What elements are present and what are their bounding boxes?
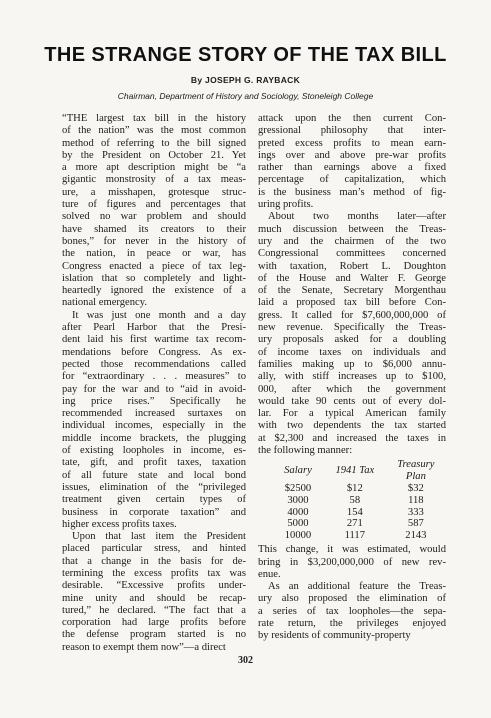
text-line: It was just one month and a day: [72, 309, 246, 321]
tax-table-cell: 2143: [405, 529, 427, 541]
treasury-header-line1: Treasury: [397, 459, 435, 471]
text-line: of the Senate, Secretary Morgenthau: [258, 285, 446, 297]
text-line: pay for the war and to “aid in avoid-: [62, 383, 246, 395]
text-line: that a change in the basis for de-: [62, 555, 246, 567]
text-line: ing price rises.” Specifically he: [62, 395, 246, 407]
text-line: have shamed its creators to their: [62, 223, 246, 235]
text-line: gress. It called for $7,600,000,000 of: [258, 309, 446, 321]
tax-table-header-treasury: [386, 459, 446, 483]
text-line: much discussion between the Treas-: [258, 223, 446, 235]
text-line: higher excess profits taxes.: [62, 518, 177, 530]
text-line: uring profits.: [258, 199, 314, 211]
tax-comparison-table: [272, 459, 446, 541]
text-line: mendations before Congress. As ex-: [62, 346, 246, 358]
tax-table-header-1941: 1941 Tax: [335, 465, 375, 477]
text-line: the nation, in peace or war, has: [62, 248, 246, 260]
text-line: placed particular stress, and hinted: [62, 543, 246, 555]
text-line: ally, with stiff increases up to $100,: [258, 371, 446, 383]
text-line: tate, gift, and profit taxes, taxation: [62, 457, 246, 469]
tax-table-cell: 1117: [344, 529, 366, 541]
text-line: would take 90 cents out of every dol-: [258, 395, 446, 407]
text-line: ure, a misshapen, grotesque struc-: [62, 186, 246, 198]
text-line: treatment given certain types of: [62, 494, 246, 506]
text-line: national emergency.: [62, 297, 148, 309]
tax-table-row: [272, 483, 446, 495]
text-line: termining the excess profits tax was: [62, 567, 246, 579]
text-line: preted excess profits to mean earn-: [258, 137, 446, 149]
tax-table-cell: 10000: [284, 529, 312, 541]
text-line: Upon that last item the President: [72, 531, 246, 543]
text-line: percentage of capitalization, which: [258, 174, 446, 186]
text-line: the defense program started is no: [62, 629, 246, 641]
text-line: a more apt description might be “a: [62, 162, 246, 174]
tax-table-header-row: [272, 459, 446, 483]
tax-table-cell: 58: [349, 494, 361, 506]
text-line: at $2,300 and increased the taxes in: [258, 432, 446, 444]
text-line: As an additional feature the Treas-: [268, 581, 446, 593]
text-line: business in corporate taxation” and: [62, 506, 246, 518]
text-line: Congress enacted a piece of tax leg-: [62, 260, 246, 272]
text-line: by residents of community-property: [258, 630, 411, 642]
text-line: About two months later—after: [268, 211, 446, 223]
left-text-column: [62, 113, 246, 654]
text-line: of income taxes on individuals and: [258, 346, 446, 358]
text-line: bones,” for never in the history of: [62, 235, 246, 247]
tax-table-cell: 5000: [287, 518, 309, 530]
text-line: gigantic monstrosity of a tax meas-: [62, 174, 246, 186]
text-line: mine unity and should be recap-: [62, 592, 246, 604]
text-line: dent laid his first wartime tax recom-: [62, 334, 246, 346]
page-number: 302: [238, 655, 253, 666]
text-line: is the business man’s method of fig-: [258, 186, 446, 198]
text-line: recommended increased surtaxes on: [62, 408, 246, 420]
text-line: by the President on October 21. Yet: [62, 149, 246, 161]
text-line: 000, after which the government: [258, 383, 446, 395]
text-line: tured,” he declared. “The fact that a: [62, 604, 246, 616]
tax-table-row: [272, 495, 446, 507]
right-column-top-text: [258, 113, 446, 457]
tax-table-cell: 3000: [287, 494, 309, 506]
tax-table-cell: 587: [407, 518, 424, 530]
author-affiliation: Chairman, Department of History and Sociology, Stoneleigh College: [117, 91, 374, 101]
text-line: enue.: [258, 568, 281, 580]
tax-table-header-salary: Salary: [284, 465, 312, 477]
tax-table-row: [272, 530, 446, 542]
text-line: a series of tax loopholes—the sepa-: [258, 605, 446, 617]
article-title: THE STRANGE STORY OF THE TAX BILL: [44, 44, 447, 66]
tax-table-cell: 271: [346, 518, 363, 530]
right-column-bottom-text: [258, 544, 446, 642]
text-line: Congressional committees concerned: [258, 248, 446, 260]
text-line: of existing loopholes in income, es-: [62, 445, 246, 457]
text-line: issues, elimination of the “privileged: [62, 481, 246, 493]
tax-table-cell: 118: [408, 494, 424, 506]
text-line: heartedly ignored the existence of a: [62, 285, 246, 297]
text-line: of all future state and local bond: [62, 469, 246, 481]
text-line: individual incomes, especially in the: [62, 420, 246, 432]
text-line: ury proposals asked for a doubling: [258, 334, 446, 346]
text-line: attack upon the then current Con-: [258, 113, 446, 124]
text-line: desirable. “Excessive profits under-: [62, 580, 246, 592]
text-line: laid a proposed tax bill before Con-: [258, 297, 446, 309]
tax-table-row: [272, 518, 446, 530]
text-line: of the nation” was the most common: [62, 125, 246, 137]
tax-table-cell: 154: [346, 506, 363, 518]
text-line: gressional philosophy that inter-: [258, 125, 446, 137]
treasury-header-line2: Plan: [405, 471, 426, 483]
text-line: ury and the chairmen of the two: [258, 235, 446, 247]
tax-table-cell: $2500: [284, 483, 312, 495]
tax-table-cell: $32: [407, 483, 424, 495]
text-line: rather than earnings above a fixed: [258, 162, 446, 174]
text-line: This change, it was estimated, would: [258, 544, 446, 556]
text-line: corporation had large profits before: [62, 617, 246, 629]
text-line: solved no war problem and should: [62, 211, 246, 223]
text-line: lar. For a typical American family: [258, 408, 446, 420]
text-line: pected those recommendations called: [62, 358, 246, 370]
tax-table-cell: 333: [407, 506, 424, 518]
text-line: ings over and above pre-war profits: [258, 149, 446, 161]
text-line: rate return, the privileges enjoyed: [258, 618, 446, 630]
text-line: new revenue. Specifically the Treas-: [258, 322, 446, 334]
article-byline: By JOSEPH G. RAYBACK: [190, 75, 301, 85]
text-line: with taxation, Robert L. Doughton: [258, 260, 446, 272]
text-line: middle income brackets, the plugging: [62, 432, 246, 444]
tax-table-cell: 4000: [287, 506, 309, 518]
text-line: ury also proposed the elimination of: [258, 593, 446, 605]
text-line: method of referring to the bill signed: [62, 137, 246, 149]
tax-table-row: [272, 507, 446, 519]
text-line: after Pearl Harbor that the Presi-: [62, 322, 246, 334]
text-line: “THE largest tax bill in the history: [62, 113, 246, 124]
text-line: families making up to $6,000 annu-: [258, 358, 446, 370]
text-line: bring in $3,200,000,000 of new rev-: [258, 556, 446, 568]
text-line: of the House and Walter F. George: [258, 272, 446, 284]
text-line: with two dependents the tax started: [258, 420, 446, 432]
text-line: reason to exempt them now”—a direct: [62, 641, 226, 653]
right-text-column: [258, 113, 446, 643]
text-line: ture of figures and percentages that: [62, 199, 246, 211]
text-line: for “extraordinary . . . measures” to: [62, 371, 246, 383]
tax-table-cell: $12: [346, 483, 363, 495]
text-line: islation that so completely and light-: [62, 272, 246, 284]
text-line: the following manner:: [258, 445, 353, 457]
